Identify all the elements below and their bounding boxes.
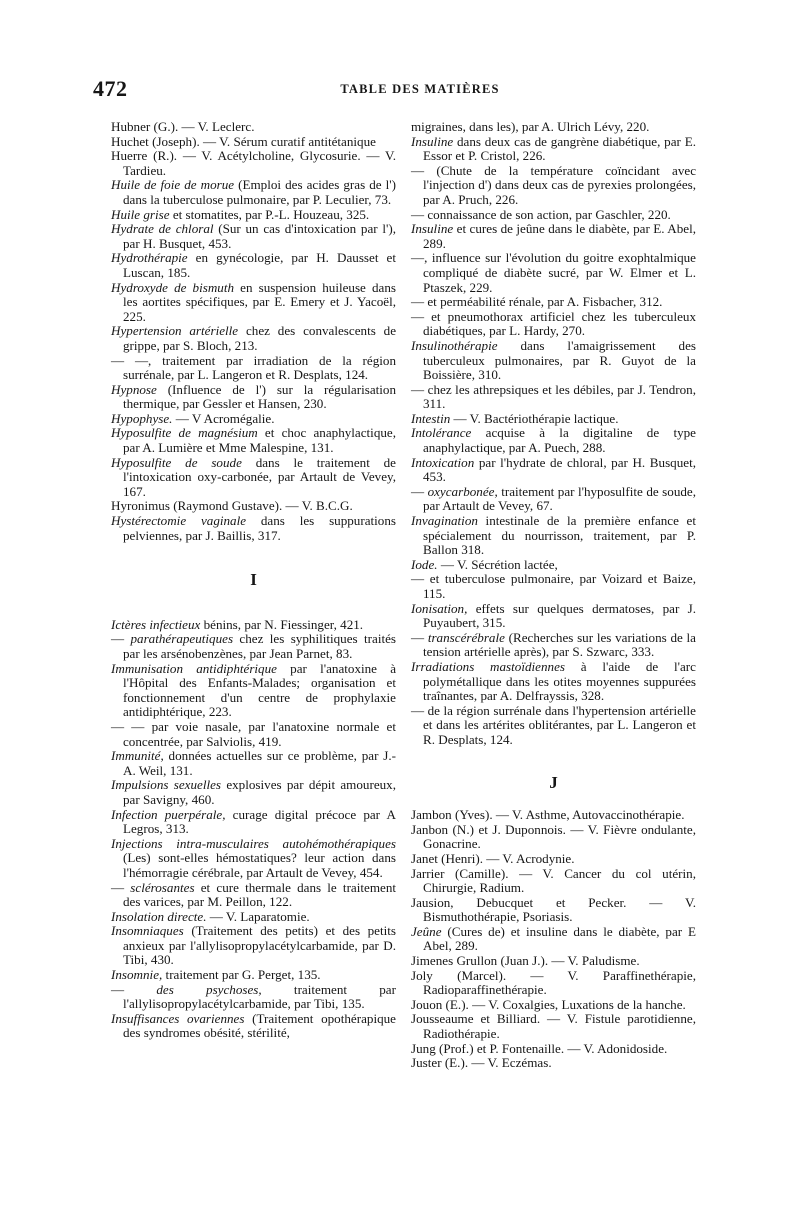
entry-text: (Emploi des acides gras de l') dans la tuberculose pulmonaire, par P. Leculier, 73. [123,177,396,207]
entry-text: — [111,631,131,647]
index-entry [111,149,396,178]
entry-keyword: Insuline [411,221,454,237]
entry-text: — chez les athrepsiques et les débiles, par J. Tendron, 311. [411,381,696,412]
index-entry [111,412,396,427]
index-section-i-continued [411,120,696,748]
entry-keyword: Ionisation, [411,600,468,616]
entry-text: — [411,629,428,645]
entry-keyword: Insomniaques [111,923,184,939]
index-entry [411,1056,696,1071]
index-entry [111,456,396,500]
entry-text: Huerre (R.). — V. Acétylcholine, Glycosurie. — V. Tardieu. [111,148,396,178]
index-entry [111,910,396,925]
entry-text: chez les syphilitiques traités par les arsénobenzènes, par Jean Parnet, 83. [123,631,396,661]
entry-keyword: transcérébrale [427,629,505,645]
index-entry [411,558,696,573]
entry-text: curage digital précoce par A Legros, 313. [123,806,396,837]
index-entry [111,120,396,135]
section-letter-i: I [250,570,257,590]
index-section-i [111,618,396,1041]
entry-text: — V. Sécrétion lactée, [437,556,558,572]
right-column [411,120,696,1071]
index-entry [411,998,696,1013]
entry-text: données actuelles sur ce problème, par J.-A. Weil, 131. [123,748,396,778]
index-entry [111,324,396,353]
entry-text: (Sur un cas d'intoxication par l'), par H. Busquet, 453. [123,221,396,251]
entry-keyword: Jeûne [411,923,442,939]
entry-keyword: Hystérectomie vaginale [111,513,247,529]
entry-text: (Recherches sur les variations de la tension artérielle après), par S. Szwarc, 333. [423,629,696,660]
entry-text: bénins, par N. Fiessinger, 421. [200,616,364,632]
entry-text: et cures de jeûne dans le diabète, par E. Abel, 289. [423,221,696,251]
index-entry [411,514,696,558]
entry-text: dans l'amaigrissement des tuberculeux pulmonaires, par R. Guyot de la Boissière, 310. [423,337,696,383]
entry-text: explosives par dépit amoureux, par Savigny, 460. [123,777,396,807]
entry-text: par l'anatoxine à l'Hôpital des Enfants-Malades; organisation et fonctionnement d'un centre de prophylaxie antidiphtérique, 223. [123,660,397,720]
entry-text: Joly (Marcel). — V. Paraffinethérapie, Radioparaffinethérapie. [411,967,696,998]
index-entry [411,572,696,601]
entry-text: — —, traitement par irradiation de la région surrénale, par L. Langeron et R. Desplats, 124. [111,352,396,383]
index-entry [411,867,696,896]
index-entry [411,251,696,295]
entry-text: (Les) sont-elles hémostatiques? leur action dans l'hémorragie cérébrale, par Artault de Vevey, 454. [123,850,396,880]
entry-keyword: Hydrate de chloral [111,221,214,237]
entry-keyword: Insulinothérapie [411,337,498,353]
entry-keyword: Hyposulfite de soude [111,454,242,470]
left-column [111,120,396,1041]
entry-text: Jousseaume et Billiard. — V. Fistule parotidienne, Radiothérapie. [411,1011,696,1042]
entry-text: Jimenes Grullon (Juan J.). — V. Paludisme. [411,953,640,969]
entry-keyword: Ictères infectieux [111,616,201,632]
index-entry [411,383,696,412]
entry-text: chez des convalescents de grippe, par S. Bloch, 213. [123,323,397,353]
entry-keyword: Injections intra-musculaires autohémothérapiques [111,835,396,851]
index-entry [111,499,396,514]
index-entry [411,456,696,485]
entry-keyword: Hydroxyde de bismuth [111,279,235,295]
entry-text: (Influence de l') sur la régularisation thermique, par Gessler et Hansen, 230. [123,381,396,412]
entry-text: Jung (Prof.) et P. Fontenaille. — V. Adonidoside. [411,1040,668,1056]
section-letter-j: J [549,772,558,792]
entry-keyword: oxycarbonée, [427,483,498,499]
entry-text: — et perméabilité rénale, par A. Fisbacher, 312. [411,294,663,310]
index-entry [111,983,396,1012]
entry-text: — et tuberculose pulmonaire, par Voizard et Baize, 115. [411,571,696,601]
entry-text: — V Acromégalie. [172,410,275,426]
index-entry [411,208,696,223]
entry-text: Hubner (G.). — V. Leclerc. [111,119,255,134]
entry-text: Jambon (Yves). — V. Asthme, Autovaccinothérapie. [411,807,685,823]
entry-text: effets sur quelques dermatoses, par J. Puyaubert, 315. [423,600,696,631]
index-entry [411,631,696,660]
entry-keyword: Immunisation antidiphtérique [111,660,277,676]
index-entry [111,881,396,910]
entry-text: et cure thermale dans le traitement des varices, par M. Peillon, 122. [123,879,397,910]
index-section-h [111,120,396,543]
entry-text: Huchet (Joseph). — V. Sérum curatif antitétanique [111,133,376,149]
entry-text: traitement par l'allylisopropylacétylcarbamide, par Tibi, 135. [123,981,396,1012]
entry-text: Jarrier (Camille). — V. Cancer du col utérin, Chirurgie, Radium. [411,865,696,896]
index-entry [411,925,696,954]
entry-keyword: Insomnie, [111,967,163,983]
entry-text: — connaissance de son action, par Gaschler, 220. [411,206,671,222]
entry-text: Juster (E.). — V. Eczémas. [411,1055,552,1071]
index-entry [111,662,396,720]
entry-text: — et pneumothorax artificiel chez les tuberculeux diabétiques, par L. Hardy, 270. [411,308,696,339]
entry-keyword: Hydrothérapie [111,250,188,266]
entry-keyword: Hypertension artérielle [111,323,239,339]
index-entry [111,354,396,383]
index-entry [411,120,696,135]
entry-text: et choc anaphylactique, par A. Lumière et Mme Malespine, 131. [123,425,397,456]
index-entry [411,1012,696,1041]
entry-keyword: Infection puerpérale, [111,806,226,822]
entry-text: (Traitement des petits) et des petits anxieux par l'allylisopropylacétylcarbamide, par D. Tibi, 430. [123,923,396,968]
running-title: TABLE DES MATIÈRES [340,82,500,96]
index-entry [111,808,396,837]
entry-text: — V. Laparatomie. [206,908,310,924]
entry-text: — V. Bactériothérapie lactique. [450,410,619,426]
index-entry [111,383,396,412]
index-entry [411,339,696,383]
index-entry [111,720,396,749]
entry-text: Janet (Henri). — V. Acrodynie. [411,850,575,866]
entry-text: intestinale de la première enfance et spécialement du nourrisson, traitement, par P. Ballon 318. [423,513,696,558]
entry-keyword: parathérapeutiques [130,631,234,647]
entry-keyword: des psychoses, [156,981,262,997]
index-section-j [411,808,696,1071]
entry-text: dans le traitement de l'intoxication oxy-carbonée, par Artault de Vevey, 167. [123,454,396,499]
index-entry [411,412,696,427]
entry-text: à l'aide de l'arc polymétallique dans les otites moyennes suppurées traînantes, par A. Delfrayssis, 328. [423,658,696,704]
index-entry [411,1042,696,1057]
entry-keyword: Insuffisances ovariennes [111,1010,245,1026]
entry-text: —, influence sur l'évolution du goitre exophtalmique compliqué de diabète sucré, par W. Elmer et L. Ptaszek, 229. [411,250,696,295]
entry-keyword: Immunité, [111,748,164,764]
entry-keyword: Irradiations mastoïdiennes [411,658,565,674]
entry-text: traitement par G. Perget, 135. [162,967,321,983]
index-entry [411,969,696,998]
entry-text: et stomatites, par P.-L. Houzeau, 325. [169,206,370,222]
entry-keyword: Huile grise [111,206,170,222]
index-entry [111,968,396,983]
entry-text: en suspension huileuse dans les aortites spécifiques, par E. Emery et J. Yacoël, 225. [123,279,396,324]
index-entry [411,808,696,823]
index-entry [111,222,396,251]
entry-text: acquise à la digitaline de type anaphylactique, par A. Puech, 288. [423,425,696,456]
index-entry [411,823,696,852]
entry-keyword: Intestin [411,410,451,426]
entry-text: Jouon (E.). — V. Coxalgies, Luxations de la hanche. [411,996,686,1012]
index-entry [111,135,396,150]
index-entry [411,310,696,339]
index-entry [111,632,396,661]
index-entry [411,954,696,969]
index-entry [411,222,696,251]
entry-text: (Traitement opothérapique des syndromes obésité, stérilité, [123,1010,396,1041]
index-entry [411,295,696,310]
index-entry [111,426,396,455]
index-entry [111,251,396,280]
entry-text: Jausion, Debucquet et Pecker. — V. Bismuthothérapie, Psoriasis. [411,894,696,925]
index-entry [411,164,696,208]
entry-keyword: Hyposulfite de magnésium [111,425,258,441]
entry-text: dans les suppurations pelviennes, par J. Baillis, 317. [123,513,396,543]
index-entry [411,426,696,455]
entry-text: Janbon (N.) et J. Duponnois. — V. Fièvre ondulante, Gonacrine. [411,821,696,852]
index-entry [111,749,396,778]
entry-text: par l'hydrate de chloral, par H. Busquet, 453. [423,454,696,485]
entry-keyword: Hypophyse. [111,410,173,426]
entry-keyword: Intolérance [411,425,472,441]
page-number: 472 [93,76,128,101]
entry-keyword: Intoxication [411,454,475,470]
index-entry [111,778,396,807]
index-entry [111,924,396,968]
entry-text: traitement par l'hyposulfite de soude, par Artault de Vevey, 67. [423,483,696,514]
entry-keyword: Invagination [411,513,478,529]
index-entry [111,208,396,223]
entry-keyword: sclérosantes [130,879,195,895]
index-entry [411,896,696,925]
entry-text: — de la région surrénale dans l'hypertension artérielle et dans les artérites oblitérantes, par L. Langeron et R. Desplats, 124. [411,702,696,747]
index-entry [411,660,696,704]
index-entry [111,281,396,325]
entry-text: — [111,879,131,895]
entry-keyword: Iode. [411,556,438,572]
entry-text: — (Chute de la température coïncidant avec l'injection d') dans deux cas de pyrexies prolongées, par A. Pruch, 226. [411,162,696,207]
entry-text: — [111,981,157,997]
index-entry [411,704,696,748]
entry-text: en gynécologie, par H. Dausset et Luscan, 185. [123,250,396,280]
entry-keyword: Insolation directe. [111,908,207,924]
entry-keyword: Hypnose [111,381,157,397]
entry-text: — — par voie nasale, par l'anatoxine normale et concentrée, par Salviolis, 419. [111,718,396,749]
index-entry [411,135,696,164]
entry-keyword: Impulsions sexuelles [111,777,222,793]
entry-text: Hyronimus (Raymond Gustave). — V. B.C.G. [111,498,353,514]
index-entry [111,618,396,633]
index-entry [411,852,696,867]
entry-keyword: Insuline [411,133,454,149]
index-entry [111,1012,396,1041]
entry-text: migraines, dans les), par A. Ulrich Lévy, 220. [411,119,650,134]
index-entry [111,837,396,881]
index-entry [411,602,696,631]
index-entry [111,514,396,543]
entry-text: dans deux cas de gangrène diabétique, par E. Essor et P. Cristol, 226. [423,133,696,164]
entry-text: (Cures de) et insuline dans le diabète, par E Abel, 289. [423,923,696,954]
entry-text: — [411,483,428,499]
index-entry [111,178,396,207]
entry-keyword: Huile de foie de morue [111,177,235,193]
index-entry [411,485,696,514]
